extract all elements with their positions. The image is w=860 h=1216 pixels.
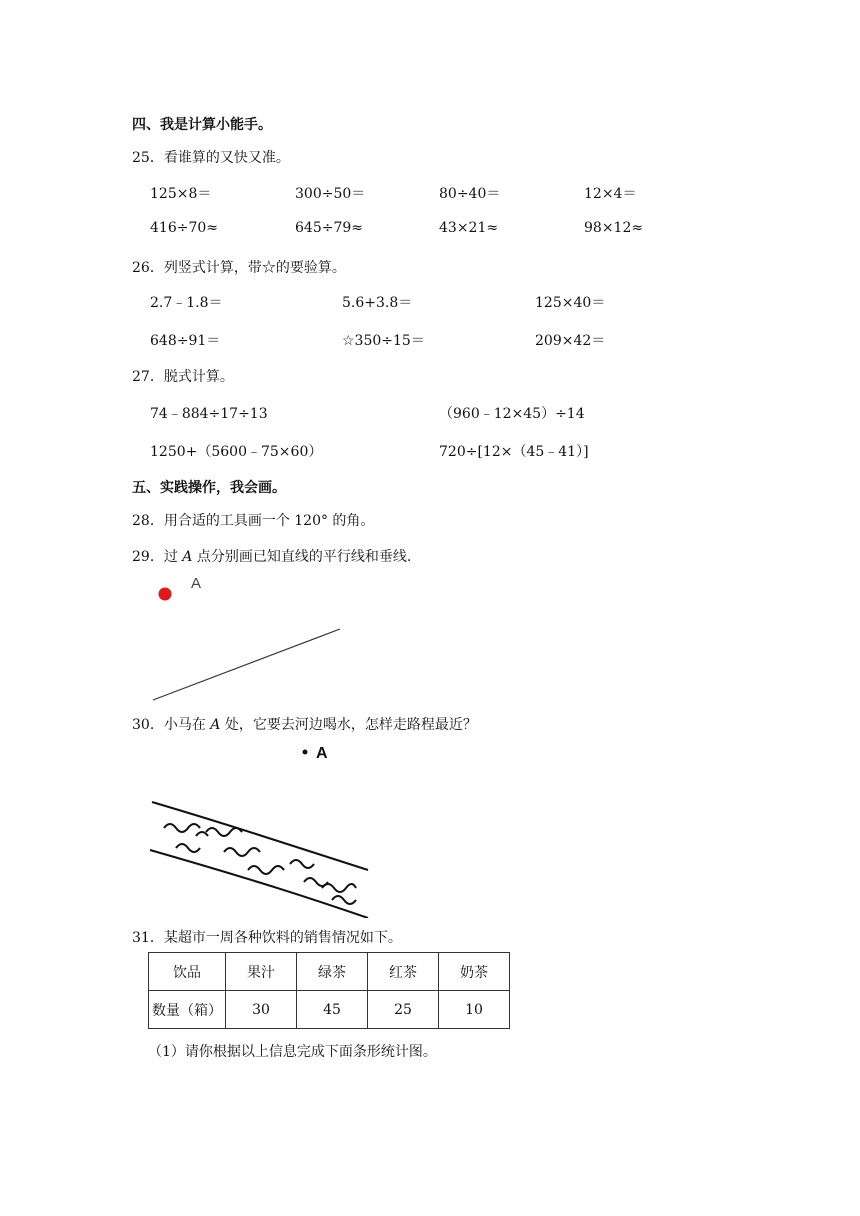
section-5-title: 五、实践操作，我会画。	[132, 480, 286, 496]
question-26-title: 26．列竖式计算，带☆的要验算。	[132, 260, 346, 276]
table-cell: 数量（箱）	[149, 991, 226, 1029]
question-27-title: 27．脱式计算。	[132, 369, 234, 385]
q27-item: 74﹣884÷17÷13	[150, 406, 268, 422]
q26-item: 5.6+3.8＝	[342, 295, 413, 311]
point-a-label: A	[316, 745, 328, 762]
table-cell: 饮品	[149, 953, 226, 991]
table-cell: 25	[368, 991, 439, 1029]
q26-item: 648÷91＝	[150, 333, 221, 349]
table-cell: 30	[226, 991, 297, 1029]
parallel-perpendicular-figure	[148, 572, 342, 704]
question-29-title	[132, 546, 411, 566]
table-cell: 果汁	[226, 953, 297, 991]
question-28-title: 28．用合适的工具画一个 120° 的角。	[132, 513, 375, 529]
q30-title-post: 处，它要去河边喝水，怎样走路程最近？	[220, 717, 477, 733]
q26-item: 2.7﹣1.8＝	[150, 295, 223, 311]
q26-item: ☆350÷15＝	[342, 333, 425, 349]
question-31-title: 31．某超市一周各种饮料的销售情况如下。	[132, 930, 402, 946]
table-cell: 绿茶	[297, 953, 368, 991]
table-cell: 45	[297, 991, 368, 1029]
point-a-label: A	[191, 575, 202, 592]
q26-item: 125×40＝	[535, 295, 606, 311]
question-25-title: 25．看谁算的又快又准。	[132, 150, 290, 166]
question-30-title	[132, 714, 477, 734]
q31-subquestion-1: （1）请你根据以上信息完成下面条形统计图。	[148, 1044, 437, 1060]
q25-item: 125×8＝	[150, 186, 212, 202]
q27-item: （960﹣12×45）÷14	[439, 406, 585, 422]
q25-item: 98×12≈	[584, 220, 644, 236]
table-header-row	[149, 953, 510, 991]
q25-item: 645÷79≈	[295, 220, 363, 236]
q25-item: 12×4＝	[584, 186, 637, 202]
q29-title-pre: 29．过	[132, 549, 183, 565]
q25-item: 43×21≈	[439, 220, 499, 236]
table-cell: 红茶	[368, 953, 439, 991]
river-figure	[146, 738, 372, 918]
q27-item: 720÷[12×（45﹣41）]	[439, 444, 589, 460]
q25-item: 416÷70≈	[150, 220, 218, 236]
point-a-dot	[303, 750, 308, 755]
table-cell: 奶茶	[439, 953, 510, 991]
q25-item: 80÷40＝	[439, 186, 501, 202]
q30-title-var: A	[210, 717, 221, 733]
point-a-dot	[159, 588, 172, 601]
q29-title-post: 点分别画已知直线的平行线和垂线.	[192, 549, 412, 565]
given-line	[153, 629, 340, 700]
q29-title-var: A	[182, 549, 193, 565]
table-row	[149, 991, 510, 1029]
q30-title-pre: 30．小马在	[132, 717, 211, 733]
q25-item: 300÷50＝	[295, 186, 366, 202]
q27-item: 1250+（5600﹣75×60）	[150, 444, 323, 460]
table-cell: 10	[439, 991, 510, 1029]
q26-item: 209×42＝	[535, 333, 606, 349]
sales-table	[148, 952, 510, 1029]
section-4-title: 四、我是计算小能手。	[132, 117, 272, 133]
